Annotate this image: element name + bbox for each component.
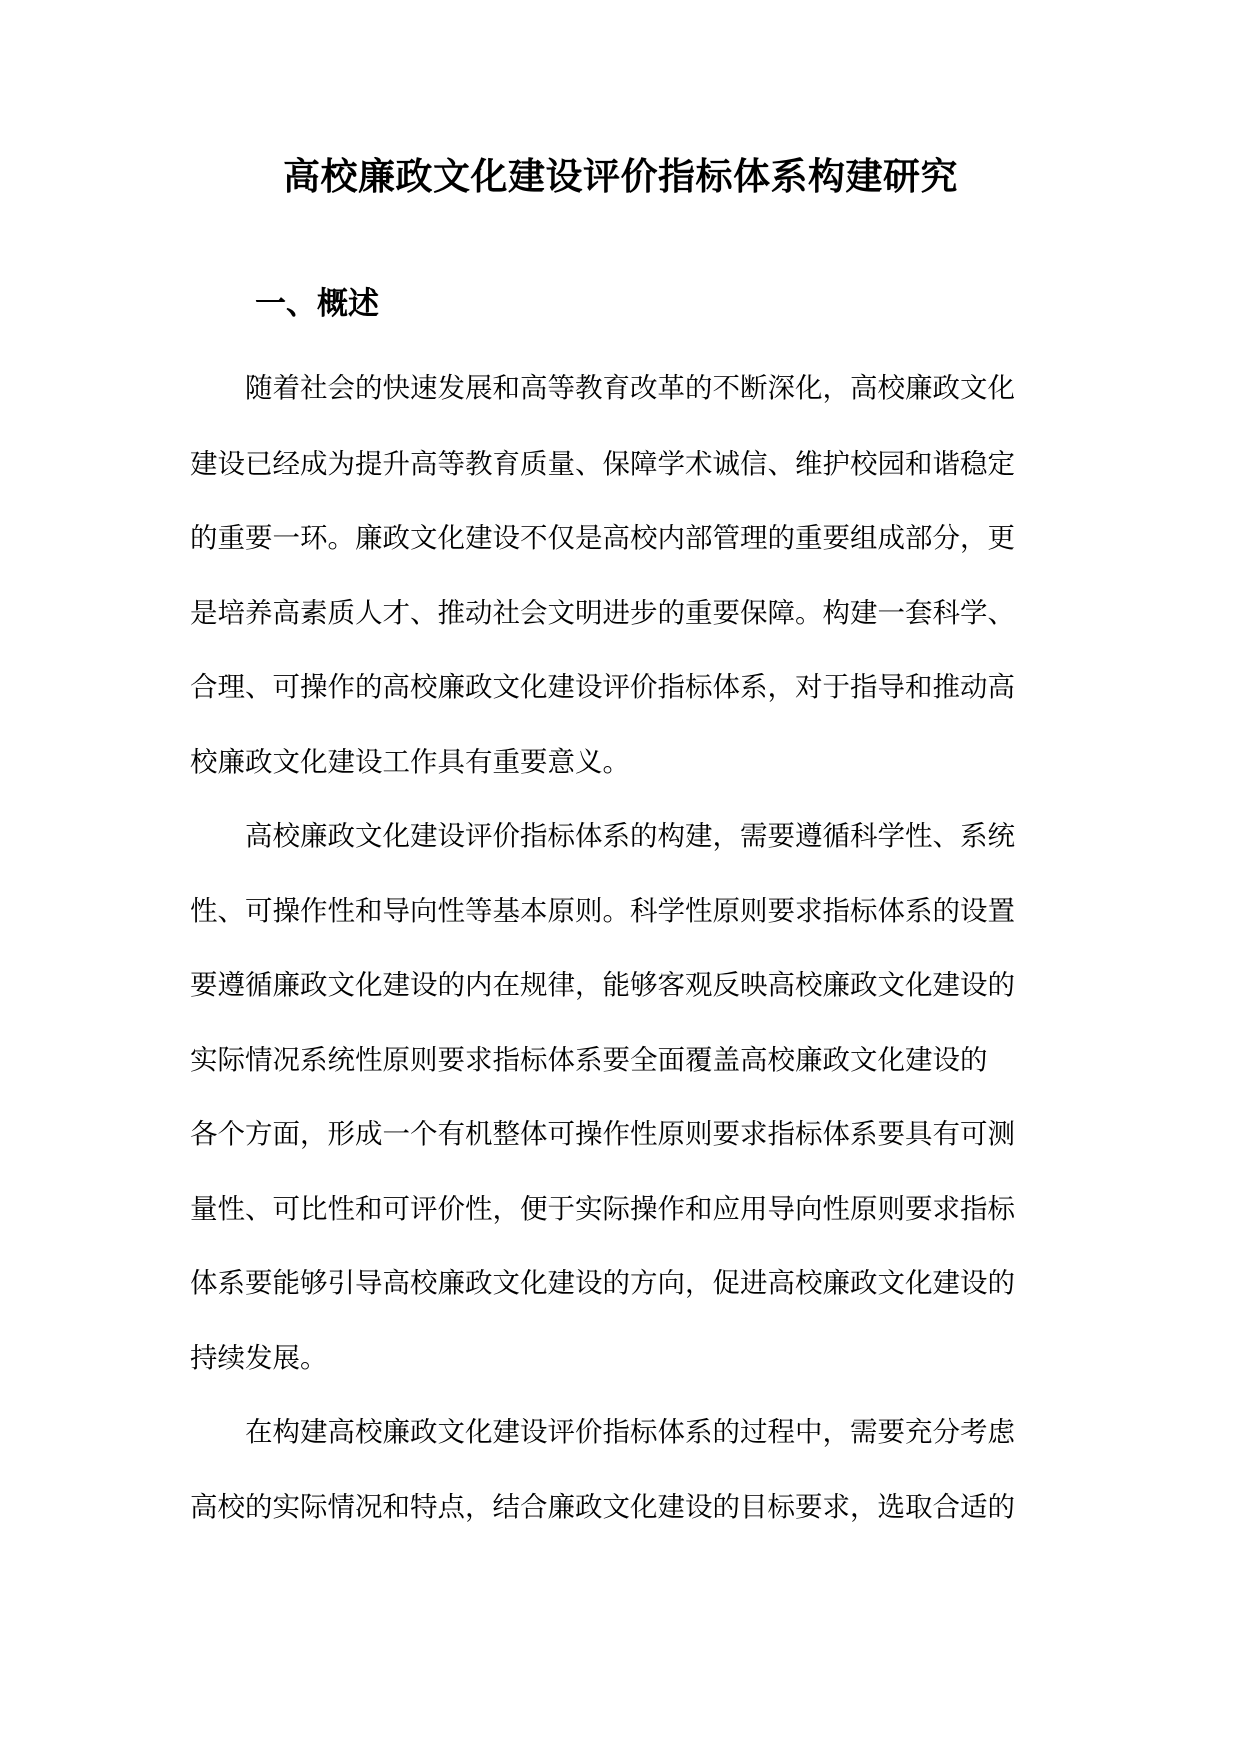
section-heading: 一、概述 [255, 286, 379, 322]
document-title: 高校廉政文化建设评价指标体系构建研究 [283, 154, 958, 198]
paragraph-line: 量性、可比性和可评价性，便于实际操作和应用导向性原则要求指标 [190, 1193, 1015, 1225]
paragraph-line: 持续发展。 [190, 1342, 328, 1374]
paragraph-line: 高校廉政文化建设评价指标体系的构建，需要遵循科学性、系统 [245, 820, 1015, 852]
paragraph-line: 校廉政文化建设工作具有重要意义。 [190, 746, 630, 778]
paragraph-line: 在构建高校廉政文化建设评价指标体系的过程中，需要充分考虑 [245, 1416, 1015, 1448]
paragraph-line: 性、可操作性和导向性等基本原则。科学性原则要求指标体系的设置 [190, 895, 1015, 927]
paragraph-line: 高校的实际情况和特点，结合廉政文化建设的目标要求，选取合适的 [190, 1491, 1015, 1523]
paragraph-line: 体系要能够引导高校廉政文化建设的方向，促进高校廉政文化建设的 [190, 1267, 1015, 1299]
paragraph-line: 要遵循廉政文化建设的内在规律，能够客观反映高校廉政文化建设的 [190, 969, 1015, 1001]
paragraph-line: 随着社会的快速发展和高等教育改革的不断深化，高校廉政文化 [245, 372, 1015, 404]
paragraph-line: 实际情况系统性原则要求指标体系要全面覆盖高校廉政文化建设的 [190, 1044, 988, 1076]
paragraph-line: 是培养高素质人才、推动社会文明进步的重要保障。构建一套科学、 [190, 597, 1015, 629]
paragraph-line: 的重要一环。廉政文化建设不仅是高校内部管理的重要组成部分，更 [190, 522, 1015, 554]
paragraph-line: 建设已经成为提升高等教育质量、保障学术诚信、维护校园和谐稳定 [190, 448, 1015, 480]
paragraph-line: 合理、可操作的高校廉政文化建设评价指标体系，对于指导和推动高 [190, 671, 1015, 703]
paragraph-line: 各个方面，形成一个有机整体可操作性原则要求指标体系要具有可测 [190, 1118, 1015, 1150]
